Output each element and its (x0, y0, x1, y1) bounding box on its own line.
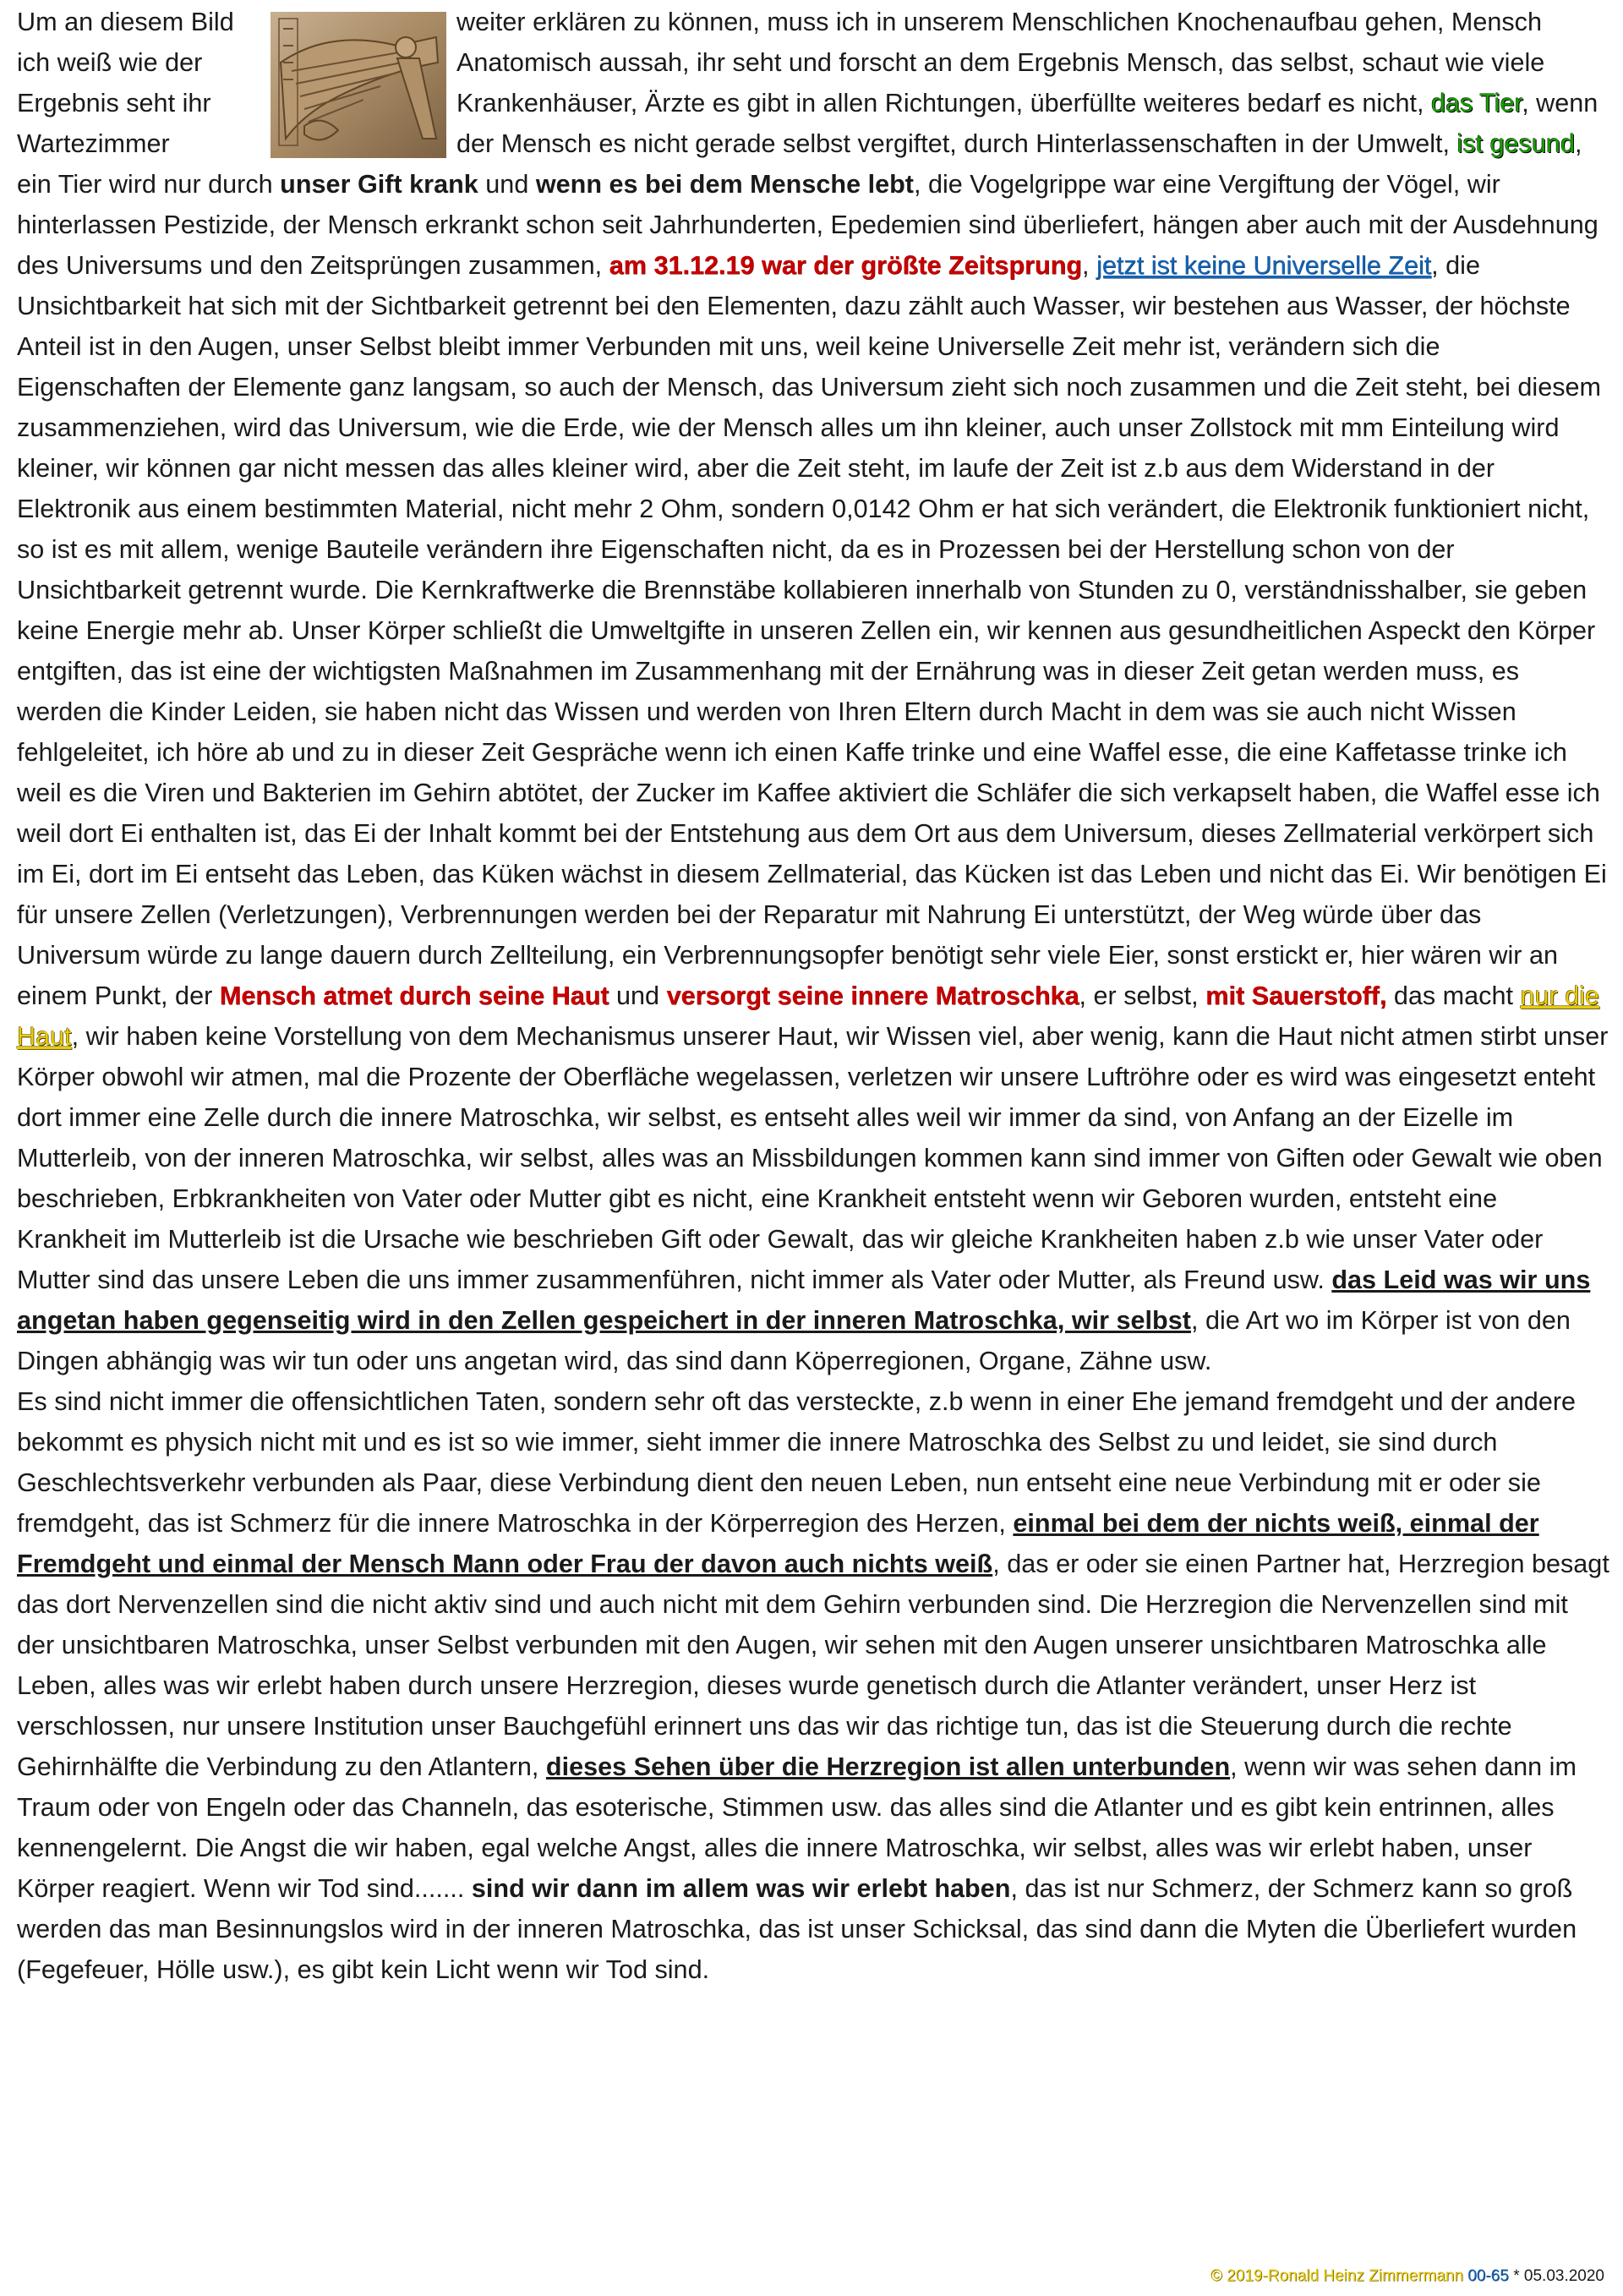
egyptian-relief-image (270, 12, 446, 158)
text-segment: , wenn wir was sehen dann im Traum oder von Engeln oder das Channeln, das esoterische, Stimmen usw. das alles sind die Atlanter und es gibt kein entrinnen, alles kennengelernt. Die Angst die wir haben, egal welche Angst, alles die innere Matroschka, wir selbst, alles was wir erlebt haben, unser Körper reagiert. Wenn wir Tod sind....... (17, 1752, 1577, 1903)
text-segment: , ein Tier wird nur durch (17, 129, 1582, 199)
copyright-owner: © 2019-Ronald Heinz Zimmermann (1210, 2267, 1464, 2285)
intro-line-2-right: Mensch Anatomisch aussah, ihr seht und forscht an dem Ergebnis Mensch, das (456, 8, 1542, 77)
bold-wenn-es-bei-dem: wenn es bei dem Mensche lebt (535, 170, 914, 199)
intro-line-4-right: weiteres bedarf es nicht, (1143, 89, 1424, 118)
text-segment: , die Vogelgrippe war eine Vergiftung der Vögel, wir hinterlassen Pestizide, der Mensch erkrankt schon seit Jahrhunderten, Epedemien sind überliefert, hängen aber auch mit der Ausdehnung des Universums und den Zeitsprüngen zusammen, (17, 170, 1598, 280)
bold-underline-leid: das Leid was wir uns angetan haben gegenseitig wird in den Zellen gespeichert in der inneren Matroschka, wir selbst (17, 1266, 1591, 1335)
intro-left-column (17, 2, 270, 164)
intro-line-4: Wartezimmer (17, 129, 170, 158)
page-code: 00-65 (1467, 2267, 1509, 2285)
paragraph-2 (17, 1381, 1610, 1990)
text-segment: , die Art wo im Körper ist von den Dingen abhängig was wir tun oder uns angetan wird, das sind dann Köperregionen, Organe, Zähne usw. (17, 1306, 1571, 1375)
highlight-haut-atmet: Mensch atmet durch seine Haut (219, 981, 609, 1010)
footer-date: * 05.03.2020 (1508, 2267, 1604, 2285)
egyptian-relief-icon (270, 12, 446, 158)
highlight-ist-gesund: ist gesund (1456, 129, 1575, 158)
highlight-zeitsprung: am 31.12.19 war der größte Zeitsprung (609, 251, 1082, 280)
text-segment: das macht (1393, 981, 1513, 1010)
text-segment: , die Unsichtbarkeit hat sich mit der Sichtbarkeit getrennt bei den Elementen, dazu zählt auch Wasser, wir bestehen aus Wasser, der höchste Anteil ist in den Augen, unser Selbst bleibt immer Verbunden mit uns, weil keine Universelle Zeit mehr ist, verändern sich die Eigenschaften der Elemente ganz langsam, so auch der Mensch, das Universum zieht sich noch zusammen und die Zeit steht, bei diesem zusammenziehen, wird das Universum, wie die Erde, wie der Mensch alles um ihn kleiner, auch unser Zollstock mit mm Einteilung wird kleiner, wir können gar nicht messen das alles kleiner wird, aber die Zeit steht, im laufe der Zeit ist z.b aus dem Widerstand in der Elektronik aus einem bestimmten Material, nicht mehr 2 Ohm, sondern 0,0142 Ohm er hat sich verändert, die Elektronik funktioniert nicht, so ist es mit allem, wenige Bauteile verändern ihre Eigenschaften nicht, da es in Prozessen bei der Herstellung schon von der Unsichtbarkeit getrennt wurde. Die Kernkraftwerke die Brennstäbe kollabieren innerhalb von Stunden zu 0, verständnisshalber, sie geben keine Energie mehr ab. Unser Körper schließt die Umweltgifte in unseren Zellen ein, wir kennen aus gesundheitlichen Aspeckt den Körper entgiften, das ist eine der wichtigsten Maßnahmen im Zusammenhang mit der Ernährung was in dieser Zeit getan werden muss, es werden die Kinder Leiden, sie haben nicht das Wissen und werden von Ihren Eltern durch Macht in dem was sie auch nicht Wissen fehlgeleitet, ich höre ab und zu in dieser Zeit Gespräche wenn ich einen Kaffe trinke und eine Waffel esse, die eine Kaffetasse trinke ich weil es die Viren und Bakterien im Gehirn abtötet, der Zucker im Kaffee aktiviert die Schläfer die sich verkapselt haben, die Waffel esse ich weil dort Ei enthalten ist, das Ei der Inhalt kommt bei der Entstehung aus dem Ort aus dem Universum, dieses Zellmaterial verkörpert sich im Ei, dort im Ei entseht das Leben, das Küken wächst in diesem Zellmaterial, das Kücken ist das Leben und nicht das Ei. Wir benötigen Ei für unsere Zellen (Verletzungen), Verbrennungen werden bei der Reparatur mit Nahrung Ei unterstützt, der Weg würde über das Universum würde zu lange dauern durch Zellteilung, ein Verbrennungsopfer benötigt sehr viele Eier, sonst erstickt er, hier wären wir an einem Punkt, der (17, 251, 1607, 1010)
highlight-sauerstoff: mit Sauerstoff, (1205, 981, 1387, 1010)
document-body (17, 2, 1610, 1990)
footer-copyright (1210, 2267, 1604, 2286)
text-segment: , das er oder sie einen Partner hat, Herzregion besagt das dort Nervenzellen sind die nicht aktiv sind und auch nicht mit dem Gehirn verbunden sind. Die Herzregion die Nervenzellen sind mit der unsichtbaren Matroschka, unser Selbst verbunden mit den Augen, wir sehen mit den Augen unserer unsichtbaren Matroschka alle Leben, alles was wir erlebt haben durch unsere Herzregion, dieses wurde genetisch durch die Atlanter verändert, unser Herz ist verschlossen, nur unsere Institution unser Bauchgefühl erinnert uns das wir das richtige tun, das ist die Steuerung durch die rechte Gehirnhälfte die Verbindung zu den Atlantern, (17, 1550, 1609, 1781)
intro-line-3: Ergebnis seht ihr (17, 89, 211, 118)
intro-line-1: Um an diesem Bild (17, 8, 234, 36)
text-segment: , er selbst, (1079, 981, 1199, 1010)
highlight-nur-die-haut: nur die Haut (17, 981, 1600, 1051)
intro-line-1-right: weiter erklären zu können, muss ich in unserem Menschlichen Knochenaufbau gehen, (456, 8, 1445, 36)
text-segment: und (616, 981, 660, 1010)
intro-line-3-right: selbst, schaut wie viele Krankenhäuser, Ärzte es gibt in allen Richtungen, überfüllte (456, 48, 1545, 118)
bold-unser-gift-krank: unser Gift krank (280, 170, 478, 199)
text-segment: , wenn der Mensch es nicht gerade selbst vergiftet, durch Hinterlassenschaften in der Umwelt, (456, 89, 1598, 158)
bold-underline-einmal: einmal bei dem der nichts weiß, einmal der Fremdgeht und einmal der Mensch Mann oder Frau der davon auch nichts weiß (17, 1509, 1539, 1578)
bold-underline-sehen: dieses Sehen über die Herzregion ist allen unterbunden (545, 1752, 1231, 1781)
intro-line-2: ich weiß wie der (17, 48, 203, 77)
text-segment: , das ist nur Schmerz, der Schmerz kann so groß werden das man Besinnungslos wird in der inneren Matroschka, das ist unser Schicksal, das sind dann die Myten die Überliefert wurden (Fegefeuer, Hölle usw.), es gibt kein Licht wenn wir Tod sind. (17, 1874, 1577, 1984)
text-segment: , (1081, 251, 1090, 280)
highlight-matroschka: versorgt seine innere Matroschka (666, 981, 1079, 1010)
paragraph-1 (17, 2, 1610, 1381)
text-segment: Es sind nicht immer die offensichtlichen Taten, sondern sehr oft das versteckte, z.b wenn in einer Ehe jemand fremdgeht und der andere bekommt es physich nicht mit und es ist so wie immer, sieht immer die innere Matroschka des Selbst zu und leidet, sie sind durch Geschlechtsverkehr verbunden als Paar, diese Verbindung dient den neuen Leben, nun entseht eine neue Verbindung mit er oder sie fremdgeht, das ist Schmerz für die innere Matroschka in der Körperregion des Herzen, (17, 1387, 1577, 1538)
highlight-das-tier: das Tier (1431, 89, 1522, 118)
underline-keine-universelle-zeit: jetzt ist keine Universelle Zeit (1096, 251, 1432, 280)
text-segment: und (485, 170, 529, 199)
text-segment: , wir haben keine Vorstellung von dem Mechanismus unserer Haut, wir Wissen viel, aber wenig, kann die Haut nicht atmen stirbt unser Körper obwohl wir atmen, mal die Prozente der Oberfläche wegelassen, verletzen wir unsere Luftröhre oder es wird was eingesetzt enteht dort immer eine Zelle durch die innere Matroschka, wir selbst, es entseht alles weil wir immer da sind, von Anfang an der Eizelle im Mutterleib, von der inneren Matroschka, wir selbst, alles was an Missbildungen kommen kann sind immer von Giften oder Gewalt wie oben beschrieben, Erbkrankheiten von Vater oder Mutter gibt es nicht, eine Krankheit entsteht wenn wir Geboren wurden, entsteht eine Krankheit im Mutterleib ist die Ursache wie beschrieben Gift oder Gewalt, das wir gleiche Krankheiten haben z.b wie unser Vater oder Mutter sind das unsere Leben die uns immer zusammenführen, nicht immer als Vater oder Mutter, als Freund usw. (17, 1022, 1609, 1294)
bold-erlebt: sind wir dann im allem was wir erlebt haben (471, 1874, 1011, 1903)
